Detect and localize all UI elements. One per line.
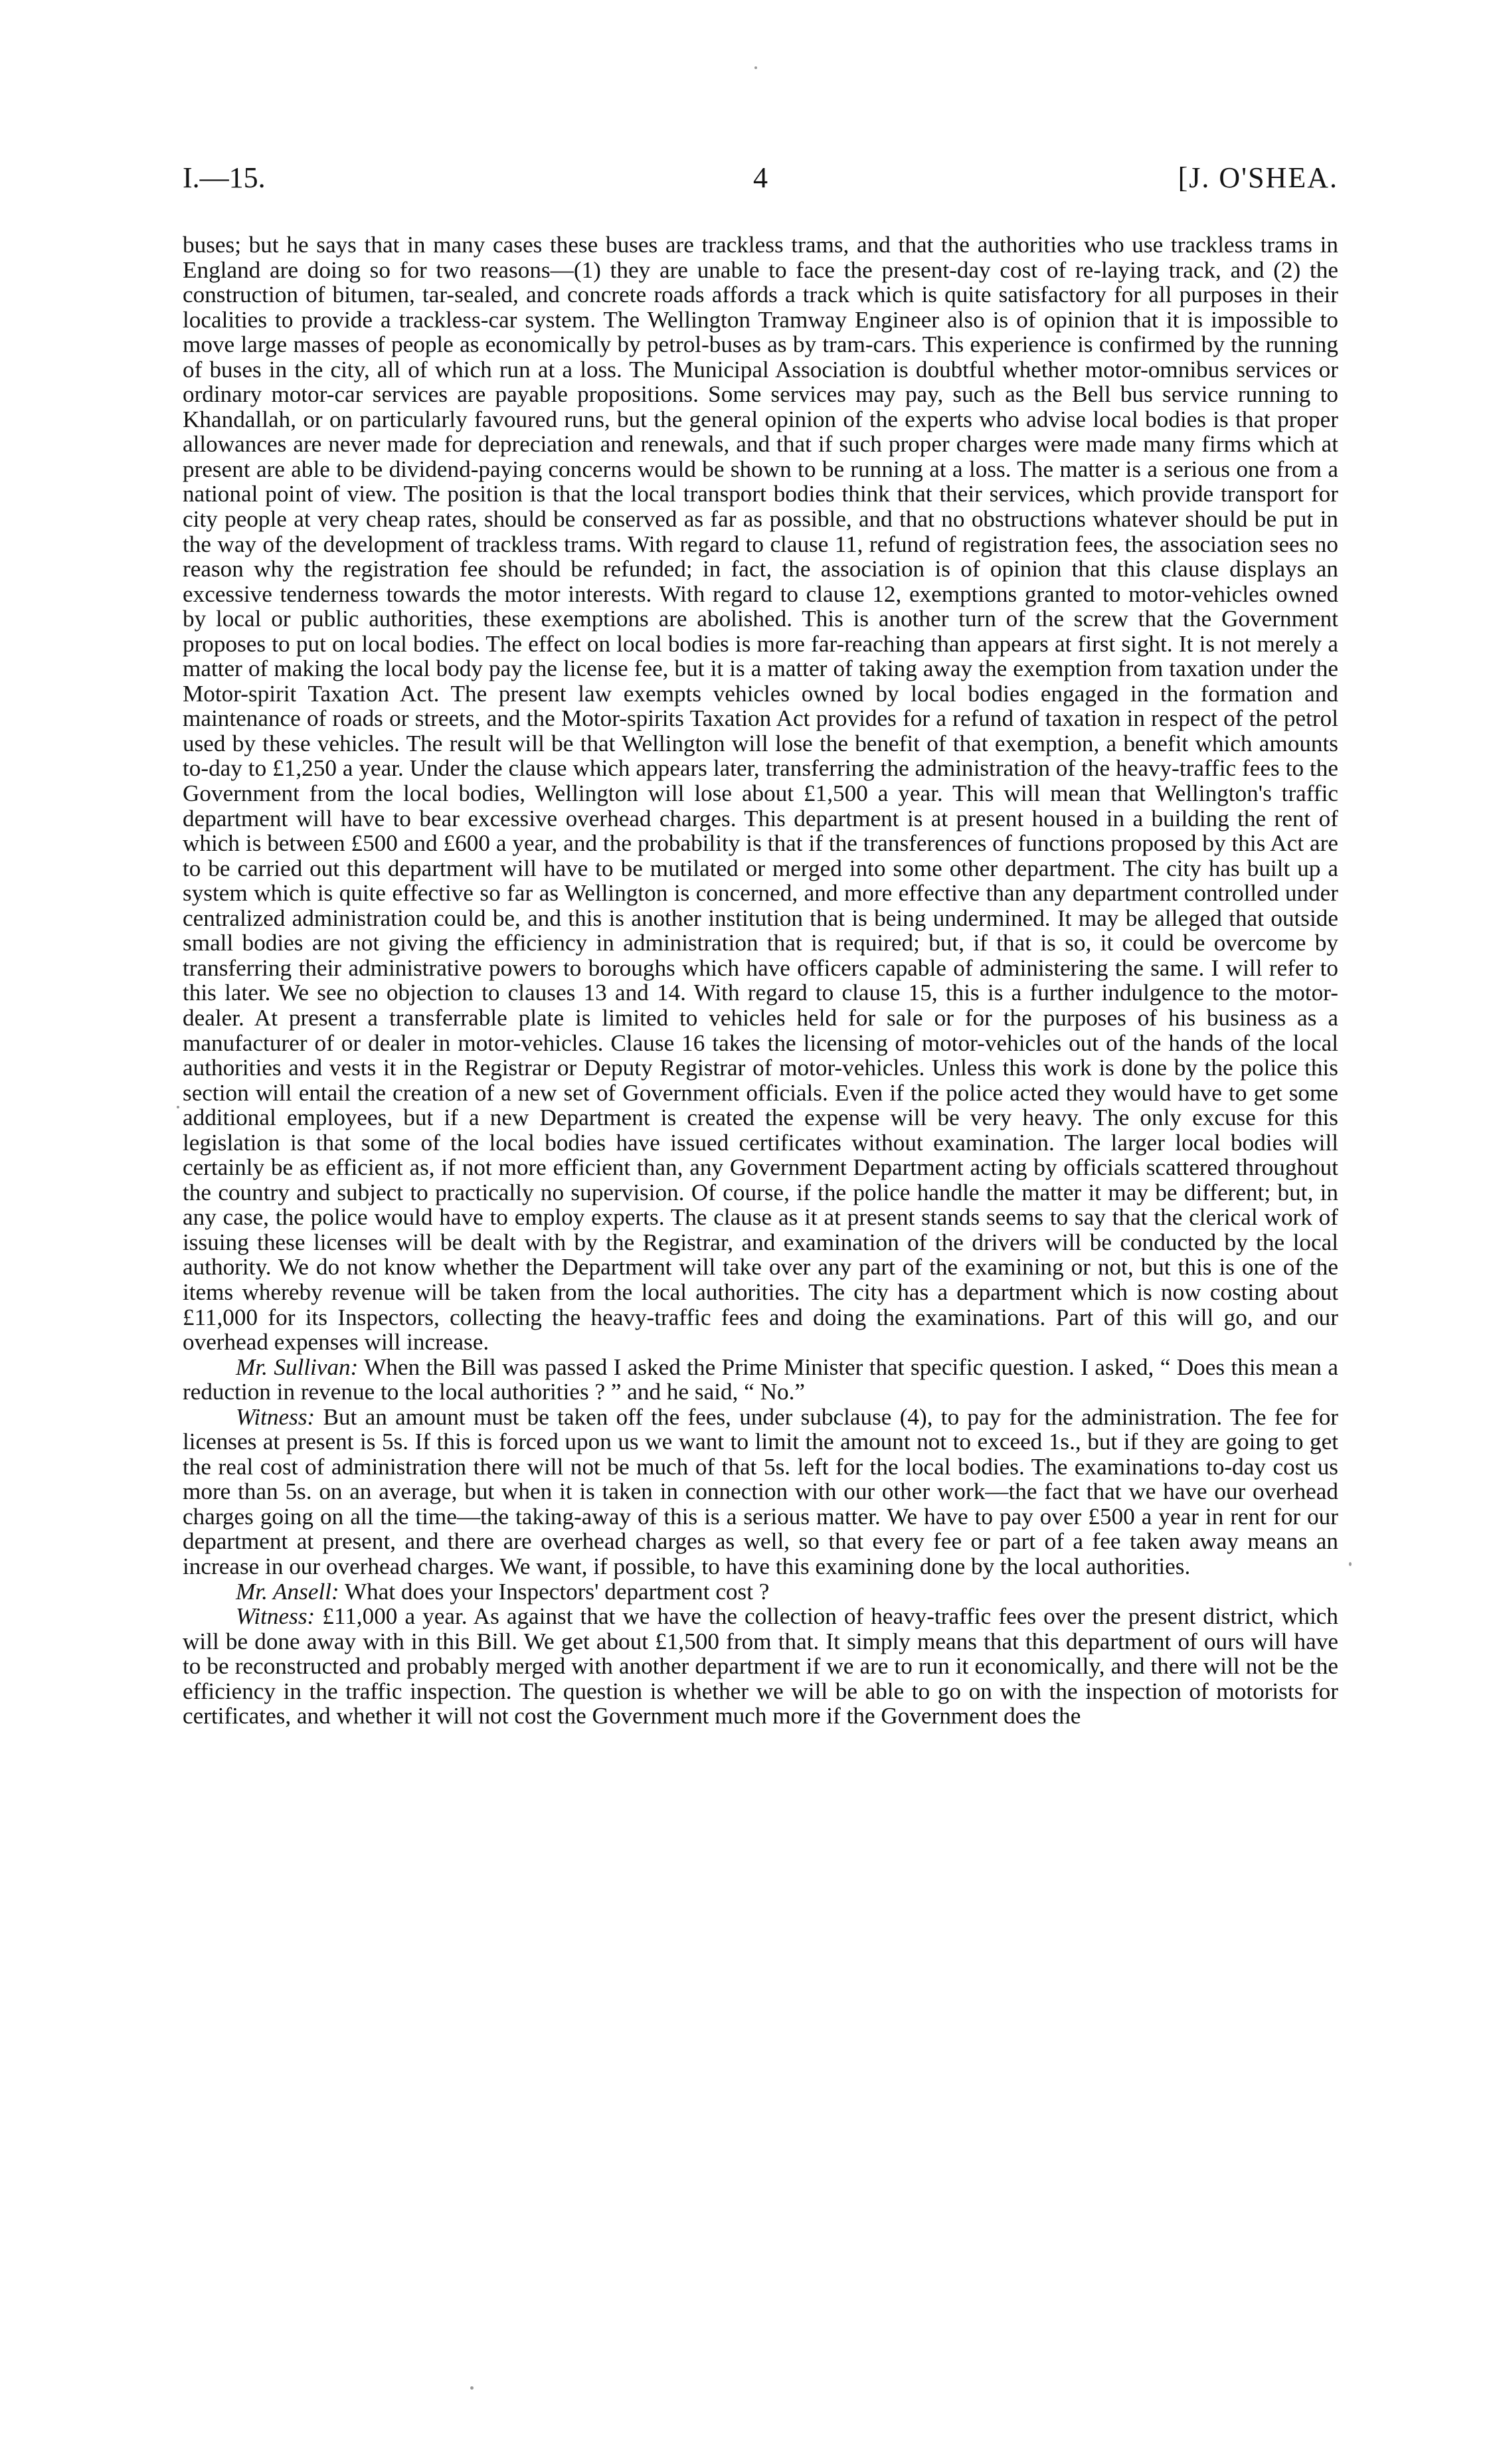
paragraph-witness-answer xyxy=(183,1405,1338,1579)
speaker-label: Witness: xyxy=(236,1603,315,1630)
page-number: 4 xyxy=(753,161,768,194)
paragraph-continuation xyxy=(183,232,1338,1355)
speaker-label: Mr. Sullivan: xyxy=(236,1354,359,1380)
paragraph-text: But an amount must be taken off the fees, under subclause (4), to pay for the administration. The fee for licenses at present is 5s. If this is forced upon us we want to limit the amount not to exceed 1s., but if they are going to get the real cost of administration there will not be much of that 5s. left for the local bodies. The examinations to-day cost us more than 5s. on an average, but when it is taken in connection with our other work—the fact that we have our overhead charges going on all the time—the taking-away of this is a serious matter. We have to pay over £500 a year in rent for our department at present, and there are overhead charges as well, so that every fee or part of a fee taken away means an increase in our overhead charges. We want, if possible, to have this examining done by the local authorities. xyxy=(183,1403,1339,1579)
scan-speck xyxy=(754,66,757,69)
speaker-label: Witness: xyxy=(236,1403,315,1430)
scan-speck xyxy=(1349,1562,1352,1566)
paragraph-text: buses; but he says that in many cases these buses are trackless trams, and that the authorities who use trackless trams in England are doing so for two reasons—(1) they are unable to face the present-day cost of re-laying track, and (2) the construction of bitumen, tar-sealed, and concrete roads affords a track which is quite satisfactory for all purposes in their localities to provide a trackless-car system. The Wellington Tramway Engineer also is of opinion that it is impossible to move large masses of people as economically by petrol-buses as by tram-cars. This experience is confirmed by the running of buses in the city, all of which run at a loss. The Municipal Association is doubtful whether motor-omnibus services or ordinary motor-car services are payable propositions. Some services may pay, such as the Bell bus service running to Khandallah, or on particularly favoured runs, but the general opinion of the experts who advise local bodies is that proper allowances are never made for depreciation and renewals, and that if such proper charges were made many firms which at present are able to be dividend-paying concerns would be shown to be running at a loss. The matter is a serious one from a national point of view. The position is that the local transport bodies think that their services, which provide transport for city people at very cheap rates, should be conserved as far as possible, and that no obstructions whatever should be put in the way of the development of trackless trams. With regard to clause 11, refund of registration fees, the association sees no reason why the registration fee should be refunded; in fact, the association is of opinion that this clause displays an excessive tenderness towards the motor interests. With regard to clause 12, exemptions granted to motor-vehicles owned by local or public authorities, these exemptions are abolished. This is another turn of the screw that the Government proposes to put on local bodies. The effect on local bodies is more far-reaching than appears at first sight. It is not merely a matter of making the local body pay the license fee, but it is a matter of taking away the exemption from taxation under the Motor-spirit Taxation Act. The present law exempts vehicles owned by local bodies engaged in the formation and maintenance of roads or streets, and the Motor-spirits Taxation Act provides for a refund of taxation in respect of the petrol used by these vehicles. The result will be that Wellington will lose the benefit of that exemption, a benefit which amounts to-day to £1,250 a year. Under the clause which appears later, transferring the administration of the heavy-traffic fees to the Government from the local bodies, Wellington will lose about £1,500 a year. This will mean that Wellington's traffic department will have to bear excessive overhead charges. This department is at present housed in a building the rent of which is between £500 and £600 a year, and the probability is that if the transferences of functions proposed by this Act are to be carried out this department will have to be mutilated or merged into some other department. The city has built up a system which is quite effective so far as Wellington is concerned, and more effective than any department controlled under centralized administration could be, and this is another institution that is being undermined. It may be alleged that outside small bodies are not giving the efficiency in administration that is required; but, if that is so, it could be overcome by transferring their administrative powers to boroughs which have officers capable of administering the same. I will refer to this later. We see no objection to clauses 13 and 14. With regard to clause 15, this is a further indulgence to the motor-dealer. At present a transferrable plate is limited to vehicles held for sale or for the purposes of his business as a manufacturer of or dealer in motor-vehicles. Clause 16 takes the licensing of motor-vehicles out of the hands of the local authorities and vests it in the Registrar or Deputy Registrar of motor-vehicles. Unless this work is done by the police this section will entail the creation of a new set of Government officials. Even if the police acted they would have to get some additional employees, but if a new Department is created the expense will be very heavy. The only excuse for this legislation is that some of the local bodies have issued certificates without examination. The larger local bodies will certainly be as efficient as, if not more efficient than, any Government Department acting by officials scattered throughout the country and subject to practically no supervision. Of course, if the police handle the matter it may be different; but, in any case, the police would have to employ experts. The clause as it at present stands seems to say that the clerical work of issuing these licenses will be dealt with by the Registrar, and examination of the drivers will be conducted by the local authority. We do not know whether the Department will take over any part of the examining or not, but this is one of the items whereby revenue will be taken from the local authorities. The city has a department which is now costing about £11,000 for its Inspectors, collecting the heavy-traffic fees and doing the examinations. Part of this will go, and our overhead expenses will increase. xyxy=(183,232,1338,1356)
paragraph-text: What does your Inspectors' department cost ? xyxy=(344,1578,770,1605)
paragraph-sullivan-question xyxy=(183,1355,1338,1405)
scan-speck xyxy=(470,2386,474,2390)
paragraph-witness-answer xyxy=(183,1604,1338,1729)
speaker-label: Mr. Ansell: xyxy=(236,1578,339,1605)
witness-name-header: [J. O'SHEA. xyxy=(1178,161,1338,194)
paragraph-text: When the Bill was passed I asked the Prime Minister that specific question. I asked, “ Does this mean a reduction in revenue to the local authorities ? ” and he said, “ No.” xyxy=(183,1354,1338,1405)
scan-speck xyxy=(177,1106,179,1108)
running-head xyxy=(183,158,1338,198)
paper-reference: I.—15. xyxy=(183,161,266,194)
paragraph-ansell-question xyxy=(183,1579,1338,1605)
paragraph-text: £11,000 a year. As against that we have the collection of heavy-traffic fees over the present district, which will be done away with in this Bill. We get about £1,500 from that. It simply means that this department of ours will have to be reconstructed and probably merged with another department if we are to run it economically, and there will not be the efficiency in the traffic inspection. The question is whether we will be able to go on with the inspection of motorists for certificates, and whether it will not cost the Government much more if the Government does the xyxy=(183,1603,1338,1729)
evidence-text xyxy=(183,232,1338,1729)
